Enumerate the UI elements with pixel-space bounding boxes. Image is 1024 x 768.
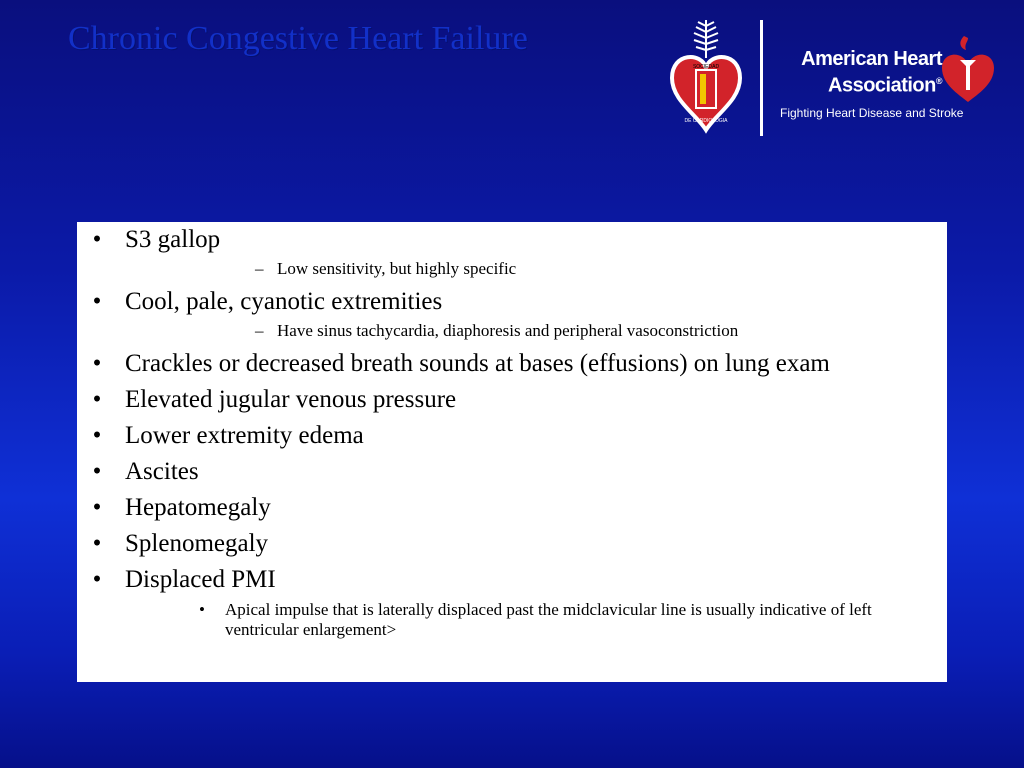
bullet-item	[87, 350, 917, 378]
sub-item-text: Have sinus tachycardia, diaphoresis and peripheral vasoconstriction	[277, 321, 739, 340]
aha-name-line2	[796, 70, 942, 97]
aha-heart-torch-icon	[935, 34, 998, 104]
bullet-item	[87, 530, 917, 558]
bullet-text: Cool, pale, cyanotic extremities	[125, 288, 443, 315]
bullet-marker: •	[92, 226, 102, 253]
bullet-item	[87, 226, 917, 254]
bullet-item	[87, 566, 917, 594]
sub-item-text: Apical impulse that is laterally displaced past the midclavicular line is usually indicative of left ventricular enlargement>	[225, 600, 872, 639]
content-box	[77, 222, 947, 682]
bullet-marker: •	[92, 422, 102, 449]
bullet-item	[87, 288, 917, 316]
bullet-marker: •	[92, 494, 102, 521]
bullet-marker: •	[92, 386, 102, 413]
sub-item	[87, 320, 917, 342]
logo-divider	[760, 20, 763, 136]
bullet-item	[87, 422, 917, 450]
sub-item	[87, 258, 917, 280]
aha-name	[796, 48, 942, 97]
bullet-marker: •	[92, 530, 102, 557]
bullet-item	[87, 458, 917, 486]
cardiology-society-crest-logo	[664, 18, 748, 140]
bullet-marker: •	[92, 566, 102, 593]
aha-tagline: Fighting Heart Disease and Stroke	[780, 106, 964, 120]
crest-text-bottom: DE CARDIOLOGIA	[684, 118, 728, 124]
bullet-marker: •	[92, 288, 102, 315]
bullet-list	[87, 226, 917, 640]
bullet-text: Displaced PMI	[125, 566, 276, 593]
logo-block	[660, 14, 1010, 144]
bullet-text: Splenomegaly	[125, 530, 269, 557]
sub-dash-marker: –	[255, 259, 264, 278]
bullet-item	[87, 494, 917, 522]
sub-item-text: Low sensitivity, but highly specific	[277, 259, 517, 278]
bullet-text: Elevated jugular venous pressure	[125, 386, 457, 413]
slide-title: Chronic Congestive Heart Failure	[68, 20, 528, 57]
crest-text-top: SOCIEDAD	[692, 64, 720, 70]
sub-bullet-marker: •	[199, 600, 205, 619]
aha-registered-mark: ®	[935, 76, 942, 86]
sub-item	[87, 600, 917, 640]
bullet-text: Lower extremity edema	[125, 422, 364, 449]
bullet-marker: •	[92, 350, 102, 377]
sub-dash-marker: –	[255, 321, 264, 340]
bullet-text: Ascites	[125, 458, 199, 485]
bullet-text: S3 gallop	[125, 226, 221, 253]
bullet-item	[87, 386, 917, 414]
aha-name-line1: American Heart	[801, 48, 942, 70]
bullet-text: Crackles or decreased breath sounds at bases (effusions) on lung exam	[125, 350, 830, 377]
bullet-text: Hepatomegaly	[125, 494, 271, 521]
bullet-marker: •	[92, 458, 102, 485]
aha-name-line2-text: Association	[828, 74, 936, 97]
